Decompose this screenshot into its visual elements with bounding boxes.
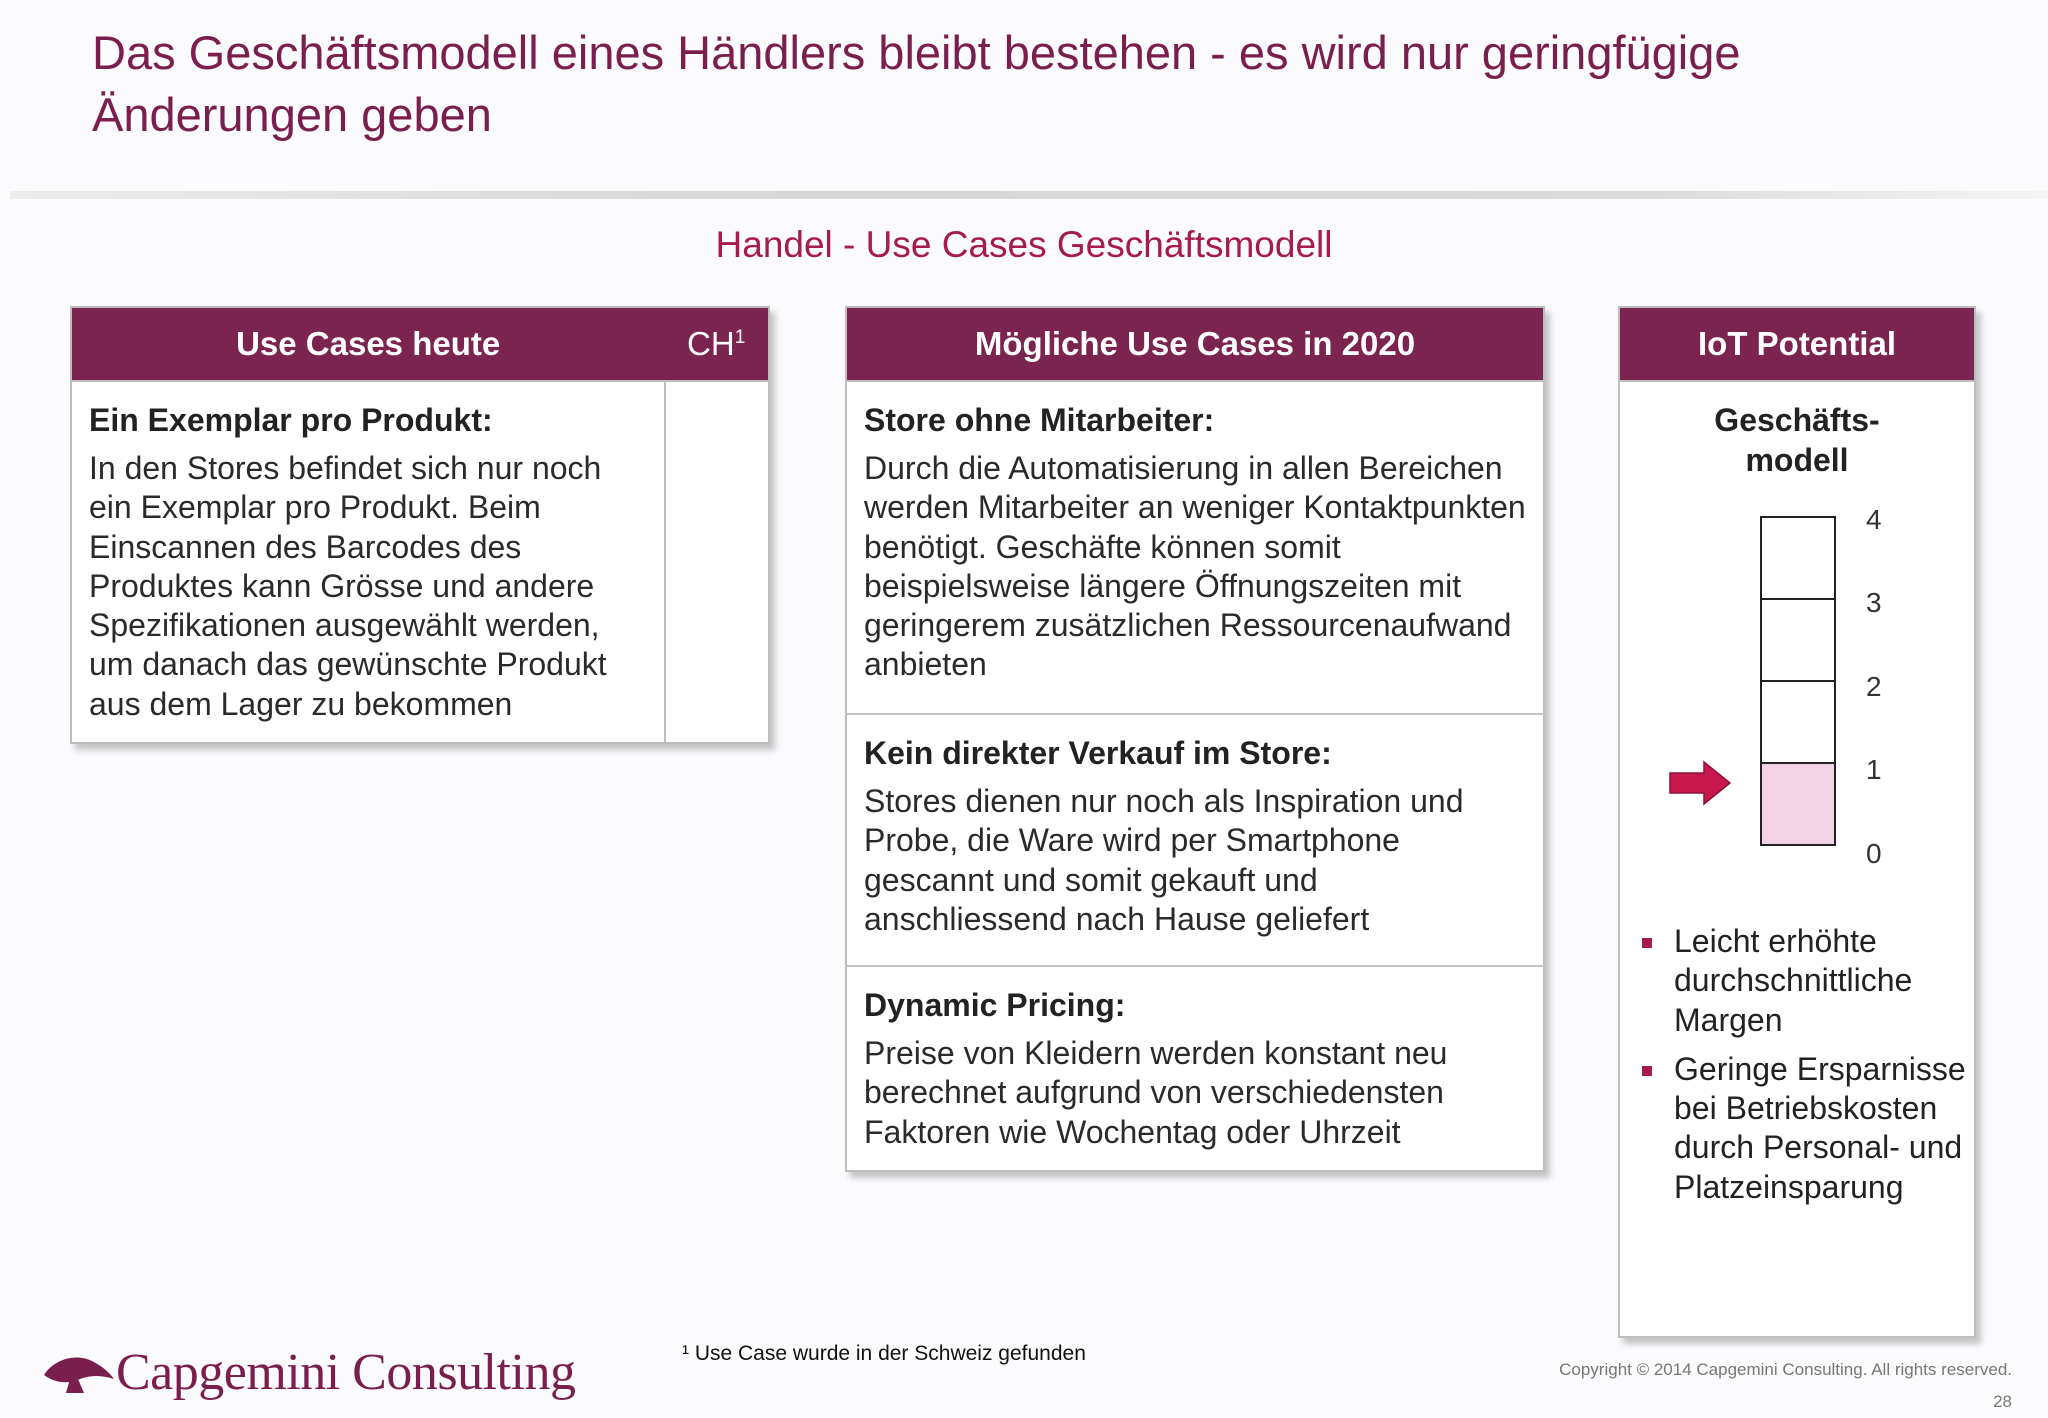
gauge-tick: 3 (1866, 587, 1882, 618)
section-subtitle: Handel - Use Cases Geschäftsmodell (715, 224, 1333, 265)
ch-label: CH (687, 325, 735, 362)
use-case-title: Kein direkter Verkauf im Store: (864, 735, 1332, 771)
panel-use-cases-2020 (845, 306, 1545, 1172)
bullet-square-icon (1642, 1066, 1652, 1076)
use-case-title: Ein Exemplar pro Produkt: (89, 402, 493, 438)
panel-header: IoT Potential (1620, 308, 1974, 382)
panel-iot-potential (1618, 306, 1976, 1338)
spade-logo-icon (40, 1349, 116, 1397)
panel-use-cases-today (70, 306, 770, 744)
use-case-item (72, 382, 666, 744)
gauge-tick: 1 (1866, 754, 1882, 785)
ch-footnote-marker: 1 (734, 327, 746, 348)
use-case-text: In den Stores befindet sich nur noch ein Exemplar pro Produkt. Beim Einscannen des Barcodes des Produktes kann Grösse und andere Spezifikationen ausgewählt werden, um danach das gewünschte Produkt aus dem Lager zu bekommen (89, 450, 607, 722)
use-case-text: Stores dienen nur noch als Inspiration und Probe, die Ware wird per Smartphone gescannt und somit gekauft und anschliessend nach Hause geliefert (864, 783, 1464, 937)
page-title: Das Geschäftsmodell eines Händlers bleibt bestehen - es wird nur geringfügige Änderungen geben (92, 26, 1741, 141)
use-case-text: Durch die Automatisierung in allen Bereichen werden Mitarbeiter an weniger Kontaktpunkten benötigt. Geschäfte können somit beispielsweise längere Öffnungszeiten mit geringerem zusätzlichen Ressourcenaufwand anbieten (864, 450, 1526, 683)
footnote: ¹ Use Case wurde in der Schweiz gefunden (682, 1342, 1086, 1365)
gauge-tick: 0 (1866, 838, 1882, 869)
logo-text: Capgemini Consulting (116, 1344, 576, 1401)
gauge-cell-3 (1760, 598, 1836, 680)
title-divider (10, 191, 2048, 199)
gauge-cell-2 (1760, 680, 1836, 762)
copyright: Copyright © 2014 Capgemini Consulting. All rights reserved. (1559, 1360, 2012, 1379)
ch-column-cell (666, 382, 768, 744)
use-case-item (847, 965, 1543, 1166)
potential-gauge (1760, 516, 1836, 846)
panel-header (72, 308, 768, 382)
bullet-text: Geringe Ersparnisse bei Betriebskosten durch Personal- und Platzeinsparung (1674, 1050, 1966, 1205)
company-logo (40, 1343, 575, 1402)
gauge-cell-4 (1760, 516, 1836, 598)
gauge-tick: 2 (1866, 671, 1882, 702)
use-case-item (847, 382, 1543, 713)
page-number: 28 (1993, 1392, 2012, 1411)
use-case-item (847, 713, 1543, 965)
bullet-square-icon (1642, 938, 1652, 948)
use-case-title: Dynamic Pricing: (864, 987, 1126, 1023)
use-case-text: Preise von Kleidern werden konstant neu berechnet aufgrund von verschiedensten Faktoren wie Wochentag oder Uhrzeit (864, 1035, 1448, 1150)
gauge-title: Geschäfts- modell (1714, 402, 1880, 478)
gauge-cell-1 (1760, 762, 1836, 846)
potential-bullet-list (1640, 922, 1970, 1217)
ch-column-header (664, 325, 768, 363)
gauge-tick: 4 (1866, 504, 1882, 535)
gauge-arrow-icon (1668, 760, 1732, 806)
panel-header-title: Use Cases heute (236, 325, 501, 362)
panel-header: Mögliche Use Cases in 2020 (847, 308, 1543, 382)
use-case-title: Store ohne Mitarbeiter: (864, 402, 1215, 438)
list-item (1640, 1050, 1970, 1207)
list-item (1640, 922, 1970, 1040)
bullet-text: Leicht erhöhte durchschnittliche Margen (1674, 923, 1913, 1038)
